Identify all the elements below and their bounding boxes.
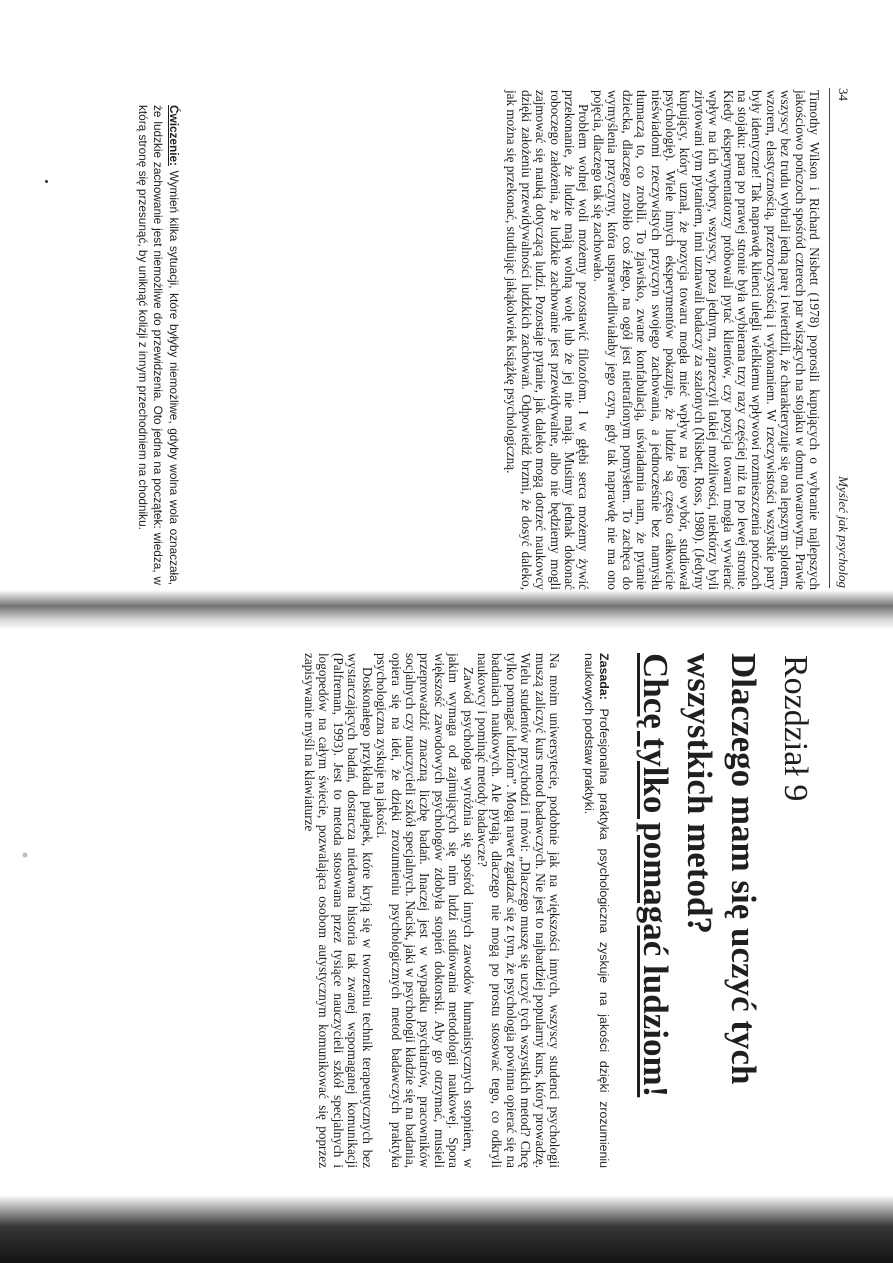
- paragraph: Zawód psychologa wyróżnia się spośród innych zawodów humanistycznych stopniem, w jakim wymaga od zajmujących się nim ludzi studiowania metodologii naukowej. Spora większość zawodowych psychologów zdobyła stopień doktorski. Aby go otrzymać, musieli przeprowadzić znaczną liczbę badań. Inaczej jest w wypadku psychiatrów, pracowników socjalnych czy nauczycieli szkół specjalnych. Nacisk, jaki w psychologii kładzie się na badania, opiera się na idei, że dzięki zrozumieniu psychologicznych metod badawczych praktyka psychologiczna zyskuje na jakości.: [374, 653, 476, 1168]
- page-number: 34: [836, 88, 851, 101]
- right-page: [0, 625, 893, 1185]
- principle-box: [581, 653, 611, 1168]
- exercise-label: Ćwiczenie:: [167, 105, 181, 166]
- running-head: [831, 88, 851, 588]
- paragraph: Doskonałego przykładu pułapek, które kryją się w tworzeniu technik terapeutycznych bez wystarczających badań, dostarcza niedawna historia tak zwanej wspomaganej komunikacji (Palfreman, 1993). Jest to metoda stosowana przez tysiące nauczycieli szkół specjalnych i logopedów na całym świecie, pozwalająca osobom autystycznym komunikować się poprzez zapisywanie myśli na klawiaturze: [302, 653, 375, 1168]
- chapter-title-line: Chcę tylko pomagać ludziom!: [636, 653, 675, 1098]
- scan-dust: [10, 840, 40, 870]
- book-spine-shadow: [0, 590, 893, 630]
- exercise-box: [135, 105, 182, 585]
- right-body-text: [302, 653, 561, 1168]
- principle-label: Zasada:: [597, 653, 611, 700]
- chapter-number: Rozdział 9: [777, 655, 814, 802]
- principle-text: Profesjonalna praktyka psychologiczna zyskuje na jakości dzięki zrozumieniu naukowych podstaw praktyki.: [582, 653, 611, 1168]
- chapter-title: [633, 653, 765, 1173]
- paragraph: Timothy Wilson i Richard Nisbett (1978) poprosili kupujących o wybranie najlepszych jakościowo pończoch spośród czterech par wiszących na stojaku w domu towarowym. Prawie wszyscy bez trudu wybrali jedną parę i twierdzili, że charakteryzuje się ona lepszym splotem, wzorem, elastycznością, przezroczystością i wykonaniem. W rzeczywistości wszystkie pary były identyczne! Tak naprawdę klienci ulegli wielkiemu wpływowi rozmieszczenia pończoch na stojaku: para po prawej stronie była wybierana trzy razy częściej niż ta po lewej stronie. Kiedy eksperymentatorzy próbowali pytać klientów, czy pozycja towaru mogła wywierać wpływ na ich wybory, wszyscy, poza jednym, zaprzeczyli takiej możliwości, niektórzy byli zirytowani tym pytaniem, inni uznawali badaczy za szalonych (Nisbett, Ross, 1980). (Jedyny kupujący, który uznał, że pozycja towaru mogła mieć wpływ na jego wybór, studiował psychologię). Wiele innych eksperymentów pokazuje, że ludzie są często całkowicie nieświadomi rzeczywistych przyczyn swojego zachowania, a jednocześnie bez namysłu tłumaczą to, co zrobili. To zjawisko, zwane konfabulacją, uświadamia nam, że pytanie dziecka, dlaczego zrobiło coś złego, na ogół jest nietrafionym pomysłem. To zachęca do wymyślenia przyczyny, która usprawiedliwiałaby jego czyn, gdy tak naprawdę nie ma ono pojęcia, dlaczego tak się zachowało.: [590, 90, 822, 590]
- scan-speck: [45, 180, 48, 183]
- paragraph: Na moim uniwersytecie, podobnie jak na większości innych, wszyscy studenci psychologii muszą zaliczyć kurs metod badawczych. Nie jest to najbardziej popularny kurs, który prowadzę. Wielu studentów przychodzi i mówi: „Dlaczego muszę się uczyć tych wszystkich metod? Chcę tylko pomagać ludziom”. Mogą nawet zgadzać się z tym, że psychologia powinna opierać się na badaniach naukowych. Ale pytają, dlaczego nie mogą po prostu stosować tego, co odkryli naukowcy i pominąć metody badawcze?: [474, 653, 562, 1168]
- exercise-text: Wymień kilka sytuacji, które byłyby niemożliwe, gdyby wolna wola oznaczała, że ludzkie zachowanie jest niemożliwe do przewidzenia. Oto jedna na początek: wiedza, w którą stronę się przesunąć, by uniknąć kolizji z innym przechodniem na chodniku.: [136, 105, 181, 585]
- scan-edge-shadow: [0, 1195, 893, 1263]
- left-page: [0, 0, 893, 600]
- paragraph: Problem wolnej woli możemy pozostawić filozofom. I w głębi serca możemy żywić przekonanie, że ludzie mają wolną wolę lub że jej nie mają. Musimy jednak dokonać roboczego założenia, że ludzkie zachowanie jest przewidywalne, albo nie będziemy mogli zajmować się nauką dotyczącą ludzi. Pozostaje pytanie, jak daleko mogą dotrzeć naukowcy dzięki założeniu przewidywalności ludzkich zachowań. Odpowiedź brzmi, że dosyć daleko, jak można się przekonać, studiując jakąkolwiek książkę psychologiczną.: [504, 90, 592, 590]
- chapter-title-line: Dlaczego mam się uczyć tych: [724, 653, 763, 1085]
- header-rule: [829, 88, 830, 588]
- left-body-text: [504, 90, 821, 590]
- chapter-title-line: wszystkich metod?: [680, 653, 719, 934]
- running-title: Myśleć jak psycholog: [836, 476, 851, 588]
